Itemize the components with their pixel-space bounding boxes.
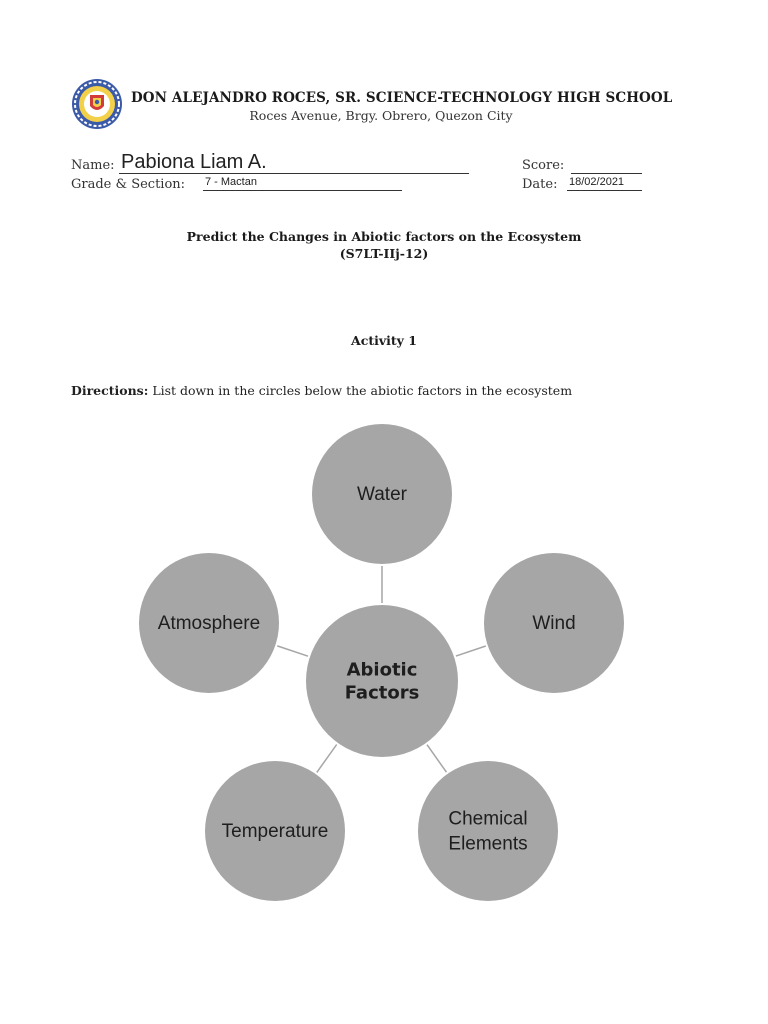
abiotic-factors-center-label-1: Abiotic <box>346 659 418 681</box>
date-label: Date: <box>522 177 558 192</box>
node-water-label: Water <box>357 484 407 505</box>
directions-label: Directions: <box>71 383 149 398</box>
name-value[interactable]: Pabiona Liam A. <box>121 151 267 173</box>
competency-code: (S7LT-IIj-12) <box>339 246 429 261</box>
name-label: Name: <box>71 158 115 173</box>
directions-text: List down in the circles below the abiotic factors in the ecosystem <box>148 383 573 398</box>
node-wind-label: Wind <box>532 613 576 634</box>
node-temperature-label: Temperature <box>221 821 329 842</box>
abiotic-factors-center-label-2: Factors <box>344 682 420 704</box>
score-label: Score: <box>522 158 565 173</box>
connector-atmosphere <box>277 646 308 656</box>
connector-chemical-elements <box>427 745 446 773</box>
node-group <box>139 424 624 901</box>
connector-temperature <box>317 744 337 772</box>
node-chemical-elements-circle <box>418 761 558 901</box>
grade-section-value[interactable]: 7 - Mactan <box>205 176 257 188</box>
school-name: DON ALEJANDRO ROCES, SR. SCIENCE-TECHNOLOGY HIGH SCHOOL <box>131 90 673 106</box>
node-chemical-elements-label-2: Elements <box>448 833 528 855</box>
grade-section-label: Grade & Section: <box>71 177 186 192</box>
activity-heading: Activity 1 <box>351 333 417 348</box>
node-atmosphere-label: Atmosphere <box>157 613 261 634</box>
date-value[interactable]: 18/02/2021 <box>569 176 625 188</box>
abiotic-factors-center-circle <box>306 605 458 757</box>
node-chemical-elements-label-1: Chemical <box>448 808 528 830</box>
connector-wind <box>456 646 486 656</box>
worksheet-title: Predict the Changes in Abiotic factors on the Ecosystem <box>186 229 582 244</box>
school-address: Roces Avenue, Brgy. Obrero, Quezon City <box>249 108 513 123</box>
